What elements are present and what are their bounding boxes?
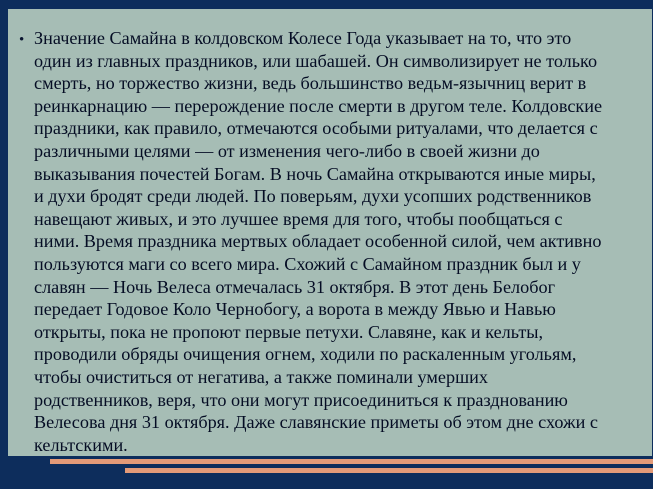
paragraph-line: проводили обряды очищения огнем, ходили по раскаленным угольям, (34, 344, 577, 365)
paragraph-line: смерть, но торжество жизни, ведь большинство ведьм-язычниц верит в (34, 73, 587, 94)
paragraph-line: Велесова дня 31 октября. Даже славянские приметы об этом дне схожи с (34, 412, 598, 433)
paragraph-line: один из главных праздников, или шабашей. Он символизирует не только (34, 50, 598, 71)
paragraph-line: навещают живых, и это лучшее время для того, чтобы пообщаться с (34, 208, 563, 229)
paragraph-line: родственников, веря, что они могут присоединиться к празднованию (34, 389, 568, 410)
paragraph-line: и духи бродят среди людей. По поверьям, духи усопших родственников (34, 186, 592, 207)
bullet-paragraph (34, 27, 650, 456)
decorative-stripe-top (50, 459, 653, 464)
paragraph-line: ними. Время праздника мертвых обладает особенной силой, чем активно (34, 231, 602, 252)
paragraph-line: славян — Ночь Велеса отмечалась 31 октября. В этот день Белобог (34, 276, 556, 297)
paragraph-line: открыты, пока не пропоют первые петухи. Славяне, как и кельты, (34, 321, 544, 342)
paragraph-line: Значение Самайна в колдовском Колесе Года указывает на то, что это (34, 28, 572, 48)
paragraph-line: реинкарнацию — перерождение после смерти в другом теле. Колдовские (34, 95, 603, 116)
paragraph-line: чтобы очиститься от негатива, а также поминали умерших (34, 366, 488, 387)
paragraph-line: различными целями — от изменения чего-либо в своей жизни до (34, 140, 540, 161)
paragraph-line: праздники, как правило, отмечаются особыми ритуалами, что делается с (34, 118, 598, 139)
content-box (8, 9, 652, 456)
bullet-marker-icon: • (19, 32, 25, 48)
paragraph-line: передает Годовое Коло Чернобогу, а ворота в между Явью и Навью (34, 299, 556, 320)
paragraph-line: пользуются маги со всего мира. Схожий с Самайном праздник был и у (34, 253, 581, 274)
paragraph-line: кельтскими. (34, 434, 128, 455)
paragraph-line: выказывания почестей Богам. В ночь Самайна открываются иные миры, (34, 163, 596, 184)
decorative-stripe-bottom (125, 468, 653, 473)
